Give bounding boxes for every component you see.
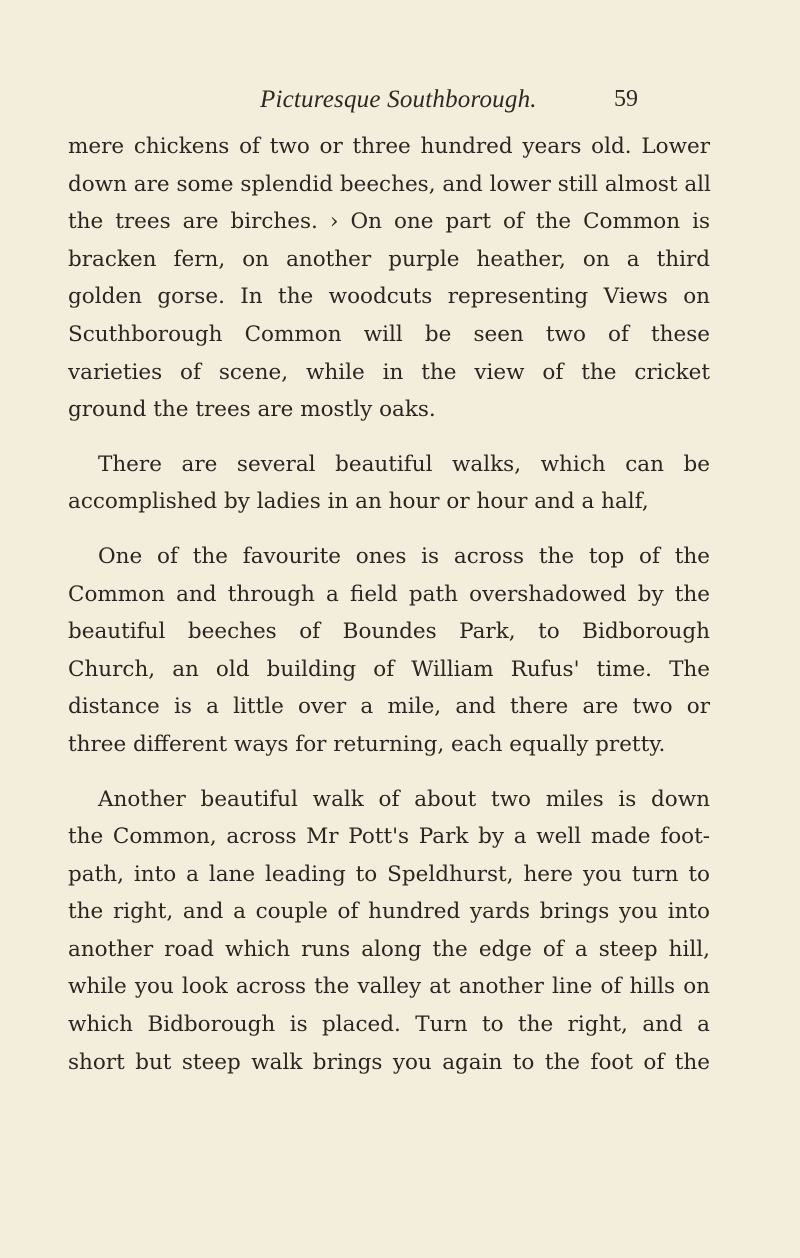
text-line: golden gorse. In the woodcuts representing Views on	[68, 284, 710, 310]
paragraph-gap	[68, 429, 710, 446]
text-line: another road which runs along the edge of a steep hill,	[68, 936, 710, 962]
running-head	[0, 86, 800, 126]
text-line: while you look across the valley at another line of hills on	[68, 974, 710, 1000]
text-line: down are some splendid beeches, and lower still almost all	[68, 171, 711, 197]
text-line: One of the favourite ones is across the top of the	[98, 543, 710, 569]
text-line: which Bidborough is placed. Turn to the right, and a	[68, 1012, 710, 1038]
text-line: Church, an old building of William Rufus' time. The	[68, 656, 710, 682]
paragraph	[68, 781, 710, 1082]
paragraph	[68, 446, 710, 521]
paragraph	[68, 128, 710, 429]
text-line: the Common, across Mr Pott's Park by a well made foot-	[68, 824, 710, 850]
text-line: path, into a lane leading to Speldhurst, here you turn to	[68, 861, 710, 887]
text-line: varieties of scene, while in the view of the cricket	[68, 359, 710, 385]
text-line: beautiful beeches of Boundes Park, to Bidborough	[68, 619, 710, 645]
paragraph-gap	[68, 521, 710, 538]
text-line: distance is a little over a mile, and there are two or	[68, 694, 710, 720]
paragraph	[68, 538, 710, 764]
text-line: bracken fern, on another purple heather, on a third	[68, 246, 710, 272]
text-line: There are several beautiful walks, which can be	[98, 451, 710, 477]
text-line: three different ways for returning, each equally pretty.	[68, 731, 666, 757]
text-line: short but steep walk brings you again to the foot of the	[68, 1049, 710, 1075]
text-line: Another beautiful walk of about two miles is down	[98, 786, 710, 812]
text-line: the right, and a couple of hundred yards brings you into	[68, 899, 710, 925]
text-line: mere chickens of two or three hundred years old. Lower	[68, 134, 710, 159]
text-line: Scuthborough Common will be seen two of these	[68, 321, 710, 347]
running-title: Picturesque Southborough.	[260, 86, 537, 113]
text-line: ground the trees are mostly oaks.	[68, 397, 436, 423]
page-number: 59	[614, 86, 638, 112]
text-line: the trees are birches. › On one part of the Common is	[68, 209, 710, 235]
text-line: accomplished by ladies in an hour or hour and a half,	[68, 489, 649, 515]
text-line: Common and through a field path overshadowed by the	[68, 581, 710, 607]
body-text	[68, 128, 710, 1081]
paragraph-gap	[68, 764, 710, 781]
